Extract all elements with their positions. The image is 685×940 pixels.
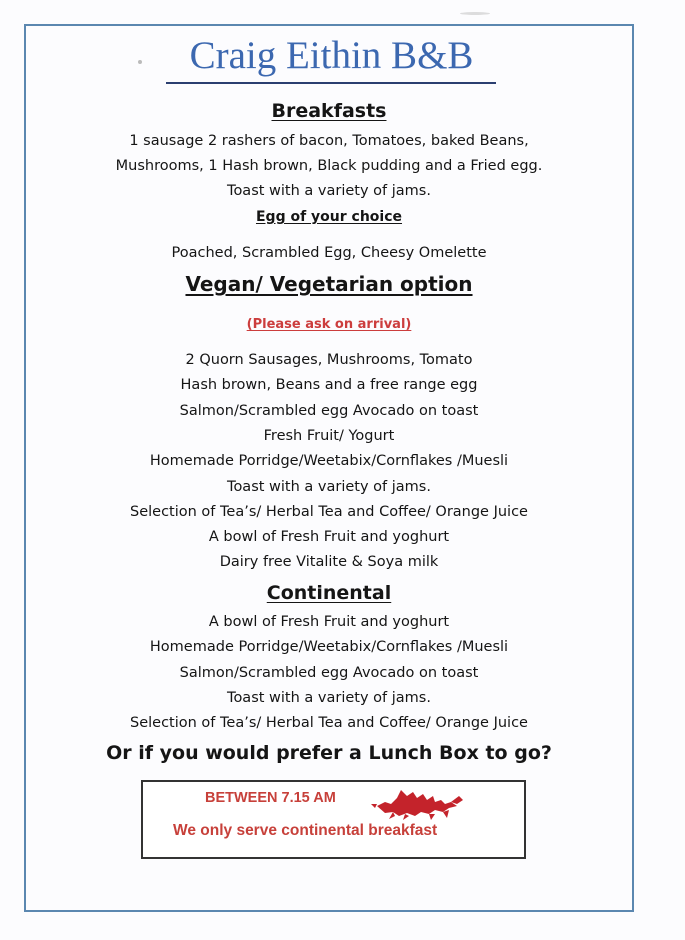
scan-speck bbox=[138, 60, 142, 64]
vegan-line: Dairy free Vitalite & Soya milk bbox=[219, 554, 439, 570]
lunch-box-question: Or if you would prefer a Lunch Box to go? bbox=[106, 742, 552, 764]
vegan-line: 2 Quorn Sausages, Mushrooms, Tomato bbox=[185, 352, 473, 368]
continental-line: Homemade Porridge/Weetabix/Cornflakes /Muesli bbox=[149, 639, 509, 655]
vegan-line: Salmon/Scrambled egg Avocado on toast bbox=[179, 403, 479, 419]
ask-on-arrival-note: (Please ask on arrival) bbox=[246, 317, 412, 332]
egg-options: Poached, Scrambled Egg, Cheesy Omelette bbox=[171, 245, 487, 261]
vegan-line: Selection of Tea’s/ Herbal Tea and Coffee/ Orange Juice bbox=[130, 504, 528, 520]
breakfasts-line: Mushrooms, 1 Hash brown, Black pudding and a Fried egg. bbox=[115, 158, 543, 174]
continental-line: Salmon/Scrambled egg Avocado on toast bbox=[179, 665, 479, 681]
continental-heading: Continental bbox=[266, 582, 392, 604]
breakfasts-line: Toast with a variety of jams. bbox=[227, 183, 431, 199]
breakfasts-heading: Breakfasts bbox=[271, 100, 387, 122]
notice-message: We only serve continental breakfast bbox=[173, 822, 438, 839]
vegan-heading: Vegan/ Vegetarian option bbox=[185, 272, 473, 296]
vegan-line: Hash brown, Beans and a free range egg bbox=[180, 377, 478, 393]
vegan-line: Fresh Fruit/ Yogurt bbox=[263, 428, 395, 444]
vegan-line: A bowl of Fresh Fruit and yoghurt bbox=[208, 529, 450, 545]
egg-choice-heading: Egg of your choice bbox=[255, 209, 403, 225]
notice-box bbox=[141, 780, 526, 859]
vegan-line: Homemade Porridge/Weetabix/Cornflakes /Muesli bbox=[149, 453, 509, 469]
continental-line: A bowl of Fresh Fruit and yoghurt bbox=[208, 614, 450, 630]
notice-time: BETWEEN 7.15 AM bbox=[205, 790, 336, 806]
continental-line: Selection of Tea’s/ Herbal Tea and Coffee/ Orange Juice bbox=[130, 715, 528, 731]
title-underline bbox=[166, 82, 496, 84]
page-title: Craig Eithin B&B bbox=[189, 34, 474, 77]
continental-line: Toast with a variety of jams. bbox=[227, 690, 431, 706]
vegan-line: Toast with a variety of jams. bbox=[227, 479, 431, 495]
welsh-dragon-icon bbox=[371, 786, 465, 820]
scan-speck bbox=[460, 12, 490, 15]
breakfasts-line: 1 sausage 2 rashers of bacon, Tomatoes, baked Beans, bbox=[129, 133, 529, 149]
